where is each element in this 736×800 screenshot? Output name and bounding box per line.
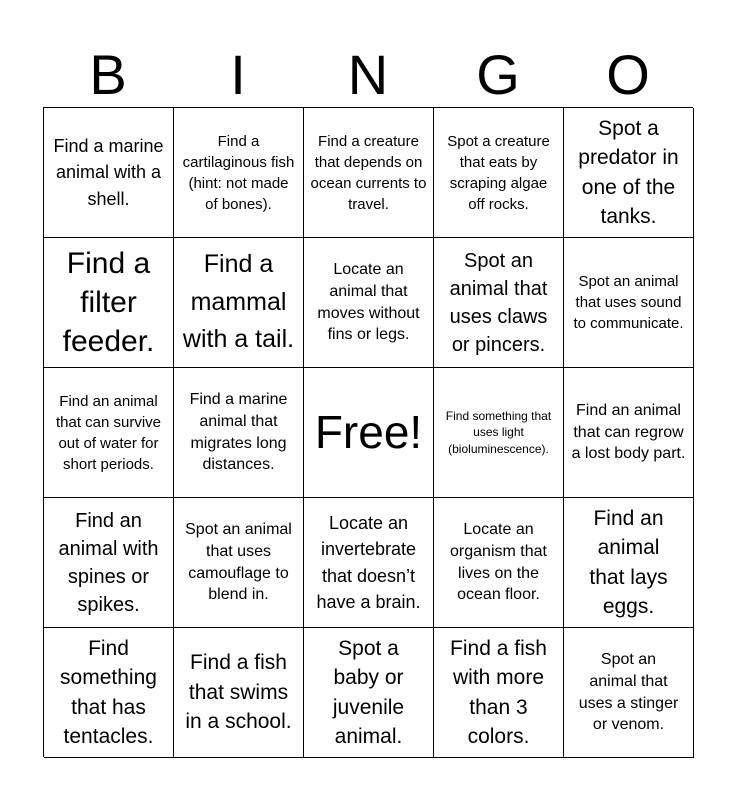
free-text: Free! — [314, 405, 423, 458]
cell-text: Find a creature that depends on ocean currents to travel. — [310, 132, 427, 213]
cell-text: Find something that uses light (bioluminescence). — [445, 409, 552, 456]
bingo-header — [43, 45, 693, 105]
cell-text: Spot an animal that uses a stinger or venom. — [578, 651, 679, 734]
bingo-cell[interactable] — [304, 498, 434, 628]
bingo-cell[interactable] — [174, 108, 304, 238]
bingo-grid — [43, 107, 693, 757]
bingo-cell[interactable] — [304, 238, 434, 368]
bingo-cell[interactable] — [434, 628, 564, 758]
cell-text: Find something that has tentacles. — [60, 636, 157, 748]
free-space[interactable] — [304, 368, 434, 498]
bingo-cell[interactable] — [44, 498, 174, 628]
cell-text: Locate an organism that lives on the ocean floor. — [450, 521, 547, 604]
cell-text: Spot an animal that uses sound to communicate. — [573, 273, 684, 332]
bingo-cell[interactable] — [174, 368, 304, 498]
bingo-cell[interactable] — [434, 108, 564, 238]
bingo-cell[interactable] — [44, 108, 174, 238]
header-letter-b: B — [89, 43, 127, 106]
bingo-cell[interactable] — [564, 628, 694, 758]
cell-text: Locate an animal that moves without fins or legs. — [317, 261, 420, 344]
cell-text: Find an animal that can regrow a lost body part. — [571, 402, 686, 463]
bingo-cell[interactable] — [174, 498, 304, 628]
cell-text: Find a fish with more than 3 colors. — [450, 636, 547, 748]
cell-text: Find a cartilaginous fish (hint: not made of bones). — [182, 132, 295, 213]
bingo-cell[interactable] — [174, 238, 304, 368]
cell-text: Spot a baby or juvenile animal. — [332, 636, 405, 748]
bingo-cell[interactable] — [564, 238, 694, 368]
cell-text: Find an animal that can survive out of water for short periods. — [55, 392, 162, 473]
cell-text: Spot a creature that eats by scraping algae off rocks. — [447, 132, 550, 213]
bingo-cell[interactable] — [44, 628, 174, 758]
cell-text: Find a filter feeder. — [62, 247, 155, 358]
bingo-cell[interactable] — [434, 368, 564, 498]
cell-text: Find a fish that swims in a school. — [185, 651, 292, 734]
cell-text: Find a mammal with a tail. — [182, 250, 295, 354]
bingo-cell[interactable] — [304, 108, 434, 238]
header-letter-o: O — [606, 43, 650, 106]
bingo-cell[interactable] — [434, 498, 564, 628]
cell-text: Find a marine animal that migrates long distances. — [189, 391, 288, 474]
cell-text: Find an animal that lays eggs. — [589, 506, 668, 618]
header-letter-i: I — [230, 43, 246, 106]
bingo-cell[interactable] — [564, 498, 694, 628]
bingo-cell[interactable] — [564, 108, 694, 238]
cell-text: Spot an animal that uses camouflage to blend in. — [185, 521, 292, 604]
cell-text: Locate an invertebrate that doesn’t have a brain. — [316, 513, 421, 612]
cell-text: Spot a predator in one of the tanks. — [578, 116, 679, 228]
bingo-cell[interactable] — [564, 368, 694, 498]
cell-text: Find an animal with spines or spikes. — [58, 509, 159, 616]
bingo-cell[interactable] — [44, 238, 174, 368]
bingo-cell[interactable] — [434, 238, 564, 368]
bingo-cell[interactable] — [304, 628, 434, 758]
bingo-cell[interactable] — [174, 628, 304, 758]
header-letter-g: G — [476, 43, 520, 106]
cell-text: Spot an animal that uses claws or pincers. — [449, 249, 548, 356]
cell-text: Find a marine animal with a shell. — [53, 136, 164, 209]
header-letter-n: N — [347, 43, 389, 106]
bingo-cell[interactable] — [44, 368, 174, 498]
